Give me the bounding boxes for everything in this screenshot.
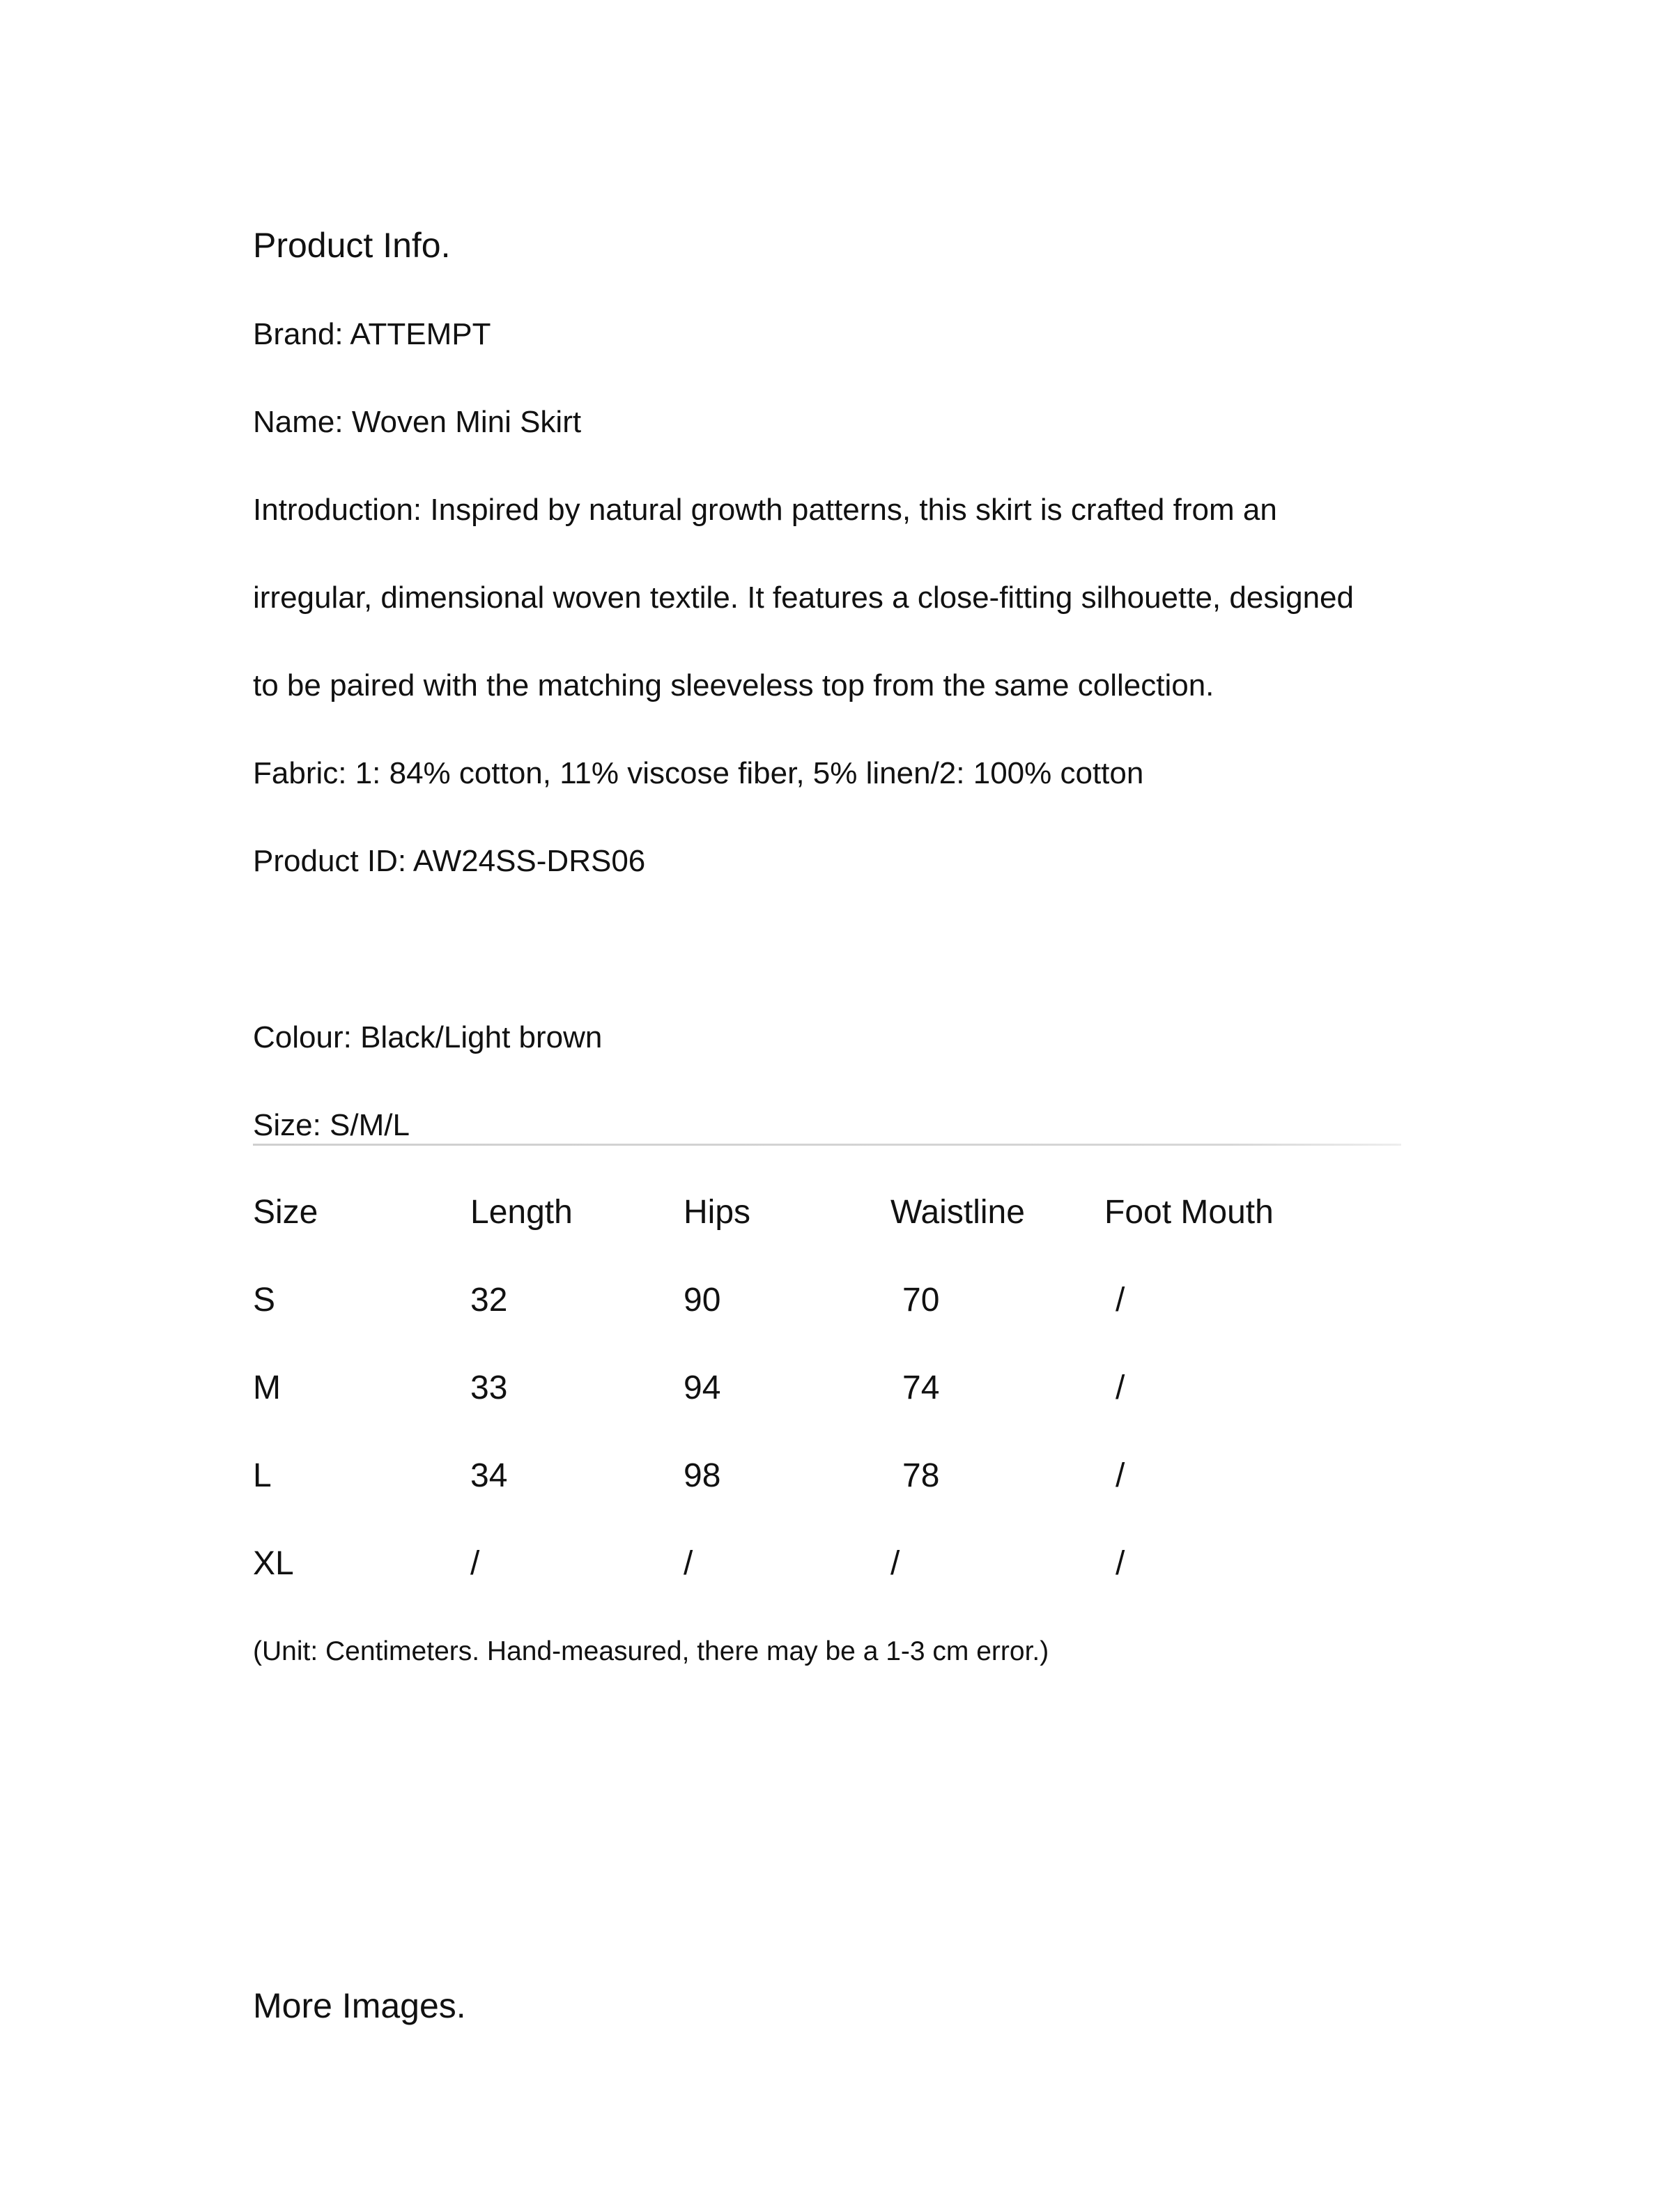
- table-cell: /: [890, 1545, 900, 1582]
- table-cell: 90: [684, 1282, 721, 1319]
- divider: [253, 1144, 1401, 1146]
- table-row: [253, 1543, 1410, 1631]
- table-cell: 70: [902, 1282, 940, 1319]
- table-cell: 98: [684, 1457, 721, 1494]
- table-cell: /: [1116, 1545, 1125, 1582]
- size-line: Size: S/M/L: [253, 1108, 410, 1142]
- table-cell: L: [253, 1457, 272, 1494]
- introduction-line: to be paired with the matching sleeveless top from the same collection.: [253, 668, 1214, 702]
- table-cell: S: [253, 1282, 276, 1319]
- introduction-line: irregular, dimensional woven textile. It features a close-fitting silhouette, designed: [253, 581, 1354, 615]
- more-images-heading: More Images.: [253, 1986, 466, 2025]
- introduction-line: Introduction: Inspired by natural growth patterns, this skirt is crafted from an: [253, 493, 1277, 527]
- table-cell: /: [684, 1545, 693, 1582]
- table-cell: M: [253, 1369, 281, 1406]
- table-cell: 74: [902, 1369, 940, 1406]
- table-header-row: [253, 1192, 1410, 1280]
- table-row: [253, 1367, 1410, 1455]
- table-cell: 94: [684, 1369, 721, 1406]
- table-cell: /: [1116, 1457, 1125, 1494]
- table-cell: XL: [253, 1545, 294, 1582]
- header-cell-length: Length: [470, 1194, 573, 1231]
- table-row: [253, 1455, 1410, 1543]
- product-page: [253, 0, 1410, 2212]
- table-cell: 32: [470, 1282, 508, 1319]
- header-cell-waistline: Waistline: [890, 1194, 1025, 1231]
- header-cell-hips: Hips: [684, 1194, 751, 1231]
- measurement-note: (Unit: Centimeters. Hand-measured, there may be a 1-3 cm error.): [253, 1636, 1049, 1666]
- header-cell-foot-mouth: Foot Mouth: [1104, 1194, 1274, 1231]
- product-info-heading: Product Info.: [253, 226, 451, 265]
- table-cell: /: [1116, 1282, 1125, 1319]
- table-cell: /: [1116, 1369, 1125, 1406]
- fabric-line: Fabric: 1: 84% cotton, 11% viscose fiber, 5% linen/2: 100% cotton: [253, 756, 1144, 790]
- table-cell: 78: [902, 1457, 940, 1494]
- table-cell: /: [470, 1545, 480, 1582]
- brand-line: Brand: ATTEMPT: [253, 317, 491, 351]
- size-table: [253, 1192, 1410, 1631]
- colour-line: Colour: Black/Light brown: [253, 1020, 603, 1054]
- table-row: [253, 1280, 1410, 1367]
- product-id-line: Product ID: AW24SS-DRS06: [253, 844, 646, 878]
- table-cell: 34: [470, 1457, 508, 1494]
- header-cell-size: Size: [253, 1194, 318, 1231]
- table-cell: 33: [470, 1369, 508, 1406]
- name-line: Name: Woven Mini Skirt: [253, 405, 582, 439]
